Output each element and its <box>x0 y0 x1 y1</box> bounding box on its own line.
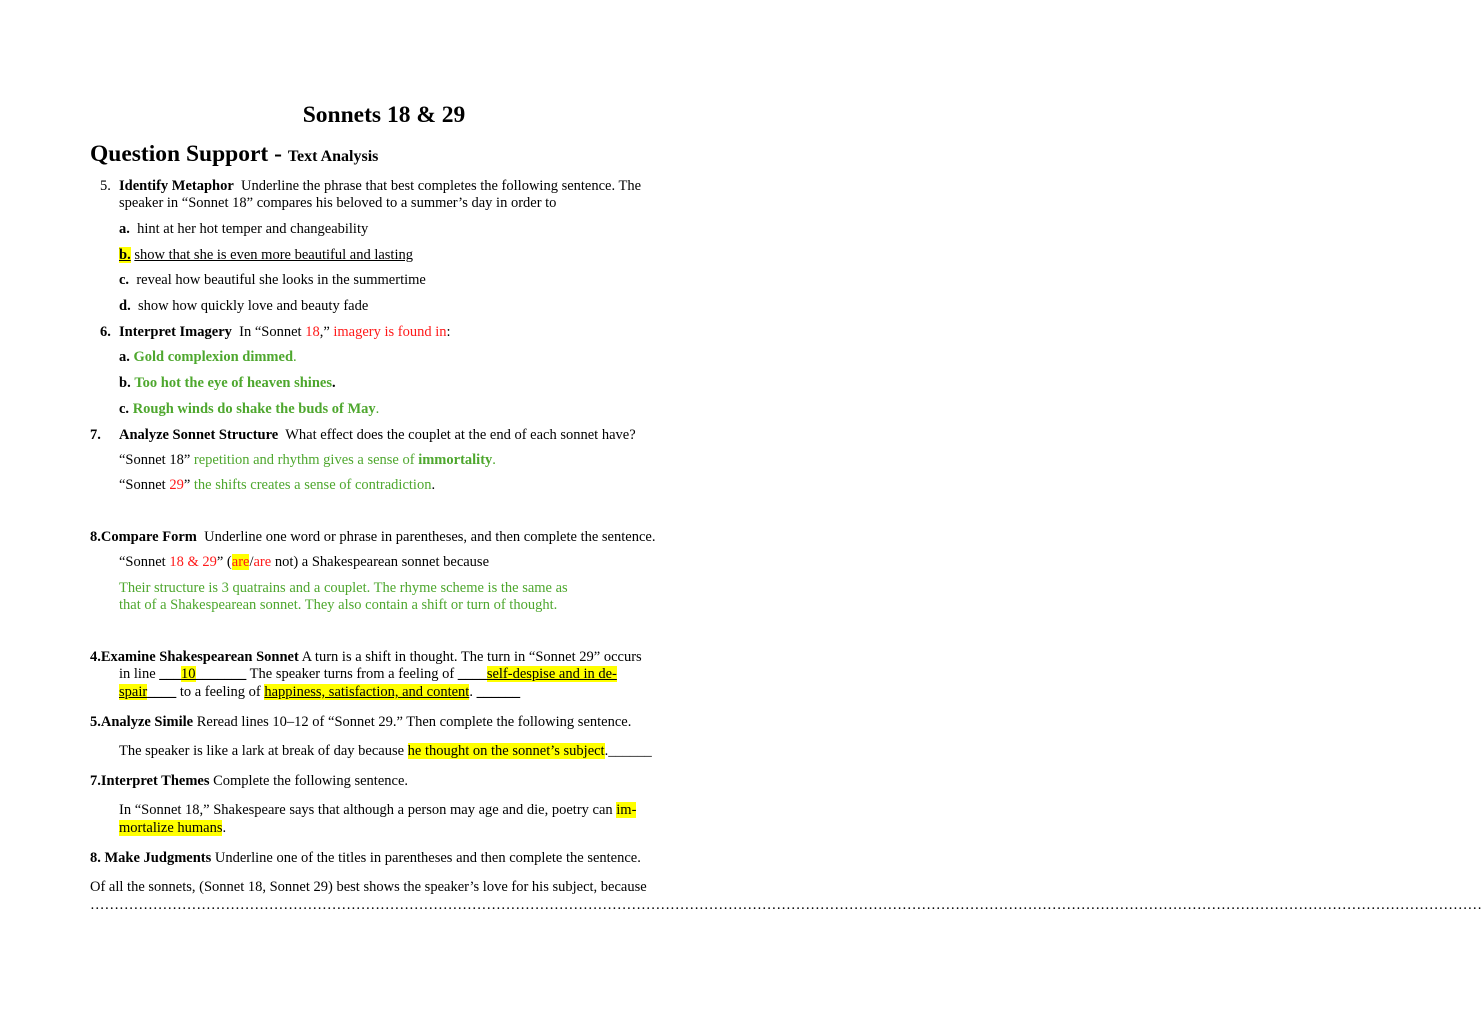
q5-line1 <box>119 178 641 195</box>
q7b-sentence2: mortalize humans. <box>119 820 227 836</box>
q5-label: Identify Metaphor <box>119 178 234 194</box>
q6-number: 6. <box>100 324 111 340</box>
q5-text1: Underline the phrase that best completes the following sentence. The <box>241 178 642 194</box>
q4-line2: in line ___10_______ The speaker turns from a feeling of ____self-despise and in de- <box>119 666 617 682</box>
q8b-dots: ……………………………………………………………………………………………………………………………………………………………………………………………………………………………………………………………… <box>90 897 1482 913</box>
q6-option-a: a. Gold complexion dimmed. <box>119 349 297 365</box>
section-heading <box>90 141 378 168</box>
q5-option-d: d. show how quickly love and beauty fade <box>119 298 369 314</box>
q8b-sentence: Of all the sonnets, (Sonnet 18, Sonnet 29) best shows the speaker’s love for his subject, because <box>90 879 647 895</box>
q6-option-b: b. Too hot the eye of heaven shines. <box>119 375 336 391</box>
q7-sonnet18: “Sonnet 18” repetition and rhythm gives a sense of immortality. <box>119 452 496 468</box>
q8-answer2: that of a Shakespearean sonnet. They also contain a shift or turn of thought. <box>119 597 558 613</box>
q7b-sentence1: In “Sonnet 18,” Shakespeare says that although a person may age and die, poetry can im- <box>119 802 637 818</box>
q4-line1: 4.Examine Shakespearean Sonnet A turn is a shift in thought. The turn in “Sonnet 29” occurs <box>90 649 642 665</box>
q7-line: Analyze Sonnet Structure What effect does the couplet at the end of each sonnet have? <box>119 427 636 443</box>
q8-sentence: “Sonnet 18 & 29” (are/are not) a Shakespearean sonnet because <box>119 554 490 570</box>
q5b-line: 5.Analyze Simile Reread lines 10–12 of “Sonnet 29.” Then complete the following sentence. <box>90 714 632 730</box>
q5b-sentence: The speaker is like a lark at break of day because he thought on the sonnet’s subject.______ <box>119 743 652 759</box>
q6-line: Interpret Imagery In “Sonnet 18,” imagery is found in: <box>119 324 451 340</box>
q5-option-b: b. show that she is even more beautiful and lasting <box>119 247 413 263</box>
q5-option-a: a. hint at her hot temper and changeability <box>119 221 369 237</box>
page-title: Sonnets 18 & 29 <box>302 102 466 128</box>
q7b-line: 7.Interpret Themes Complete the following sentence. <box>90 773 409 789</box>
q8-answer1: Their structure is 3 quatrains and a couplet. The rhyme scheme is the same as <box>119 580 568 596</box>
q6-option-c: c. Rough winds do shake the buds of May. <box>119 401 380 417</box>
heading-main: Question Support - <box>90 141 282 167</box>
q8b-line: 8. Make Judgments Underline one of the titles in parentheses and then complete the sentence. <box>90 850 641 866</box>
q5-text2: speaker in “Sonnet 18” compares his beloved to a summer’s day in order to <box>119 195 557 211</box>
q7-sonnet29: “Sonnet 29” the shifts creates a sense of contradiction. <box>119 477 436 493</box>
q5-option-c: c. reveal how beautiful she looks in the summertime <box>119 272 426 288</box>
q7-number: 7. <box>90 427 101 443</box>
q5-number: 5. <box>100 178 111 194</box>
q4-line3: spair____ to a feeling of happiness, satisfaction, and content. ______ <box>119 684 521 700</box>
heading-sub: Text Analysis <box>287 148 379 165</box>
q8-line: 8.Compare Form Underline one word or phrase in parentheses, and then complete the sentence. <box>90 529 656 545</box>
